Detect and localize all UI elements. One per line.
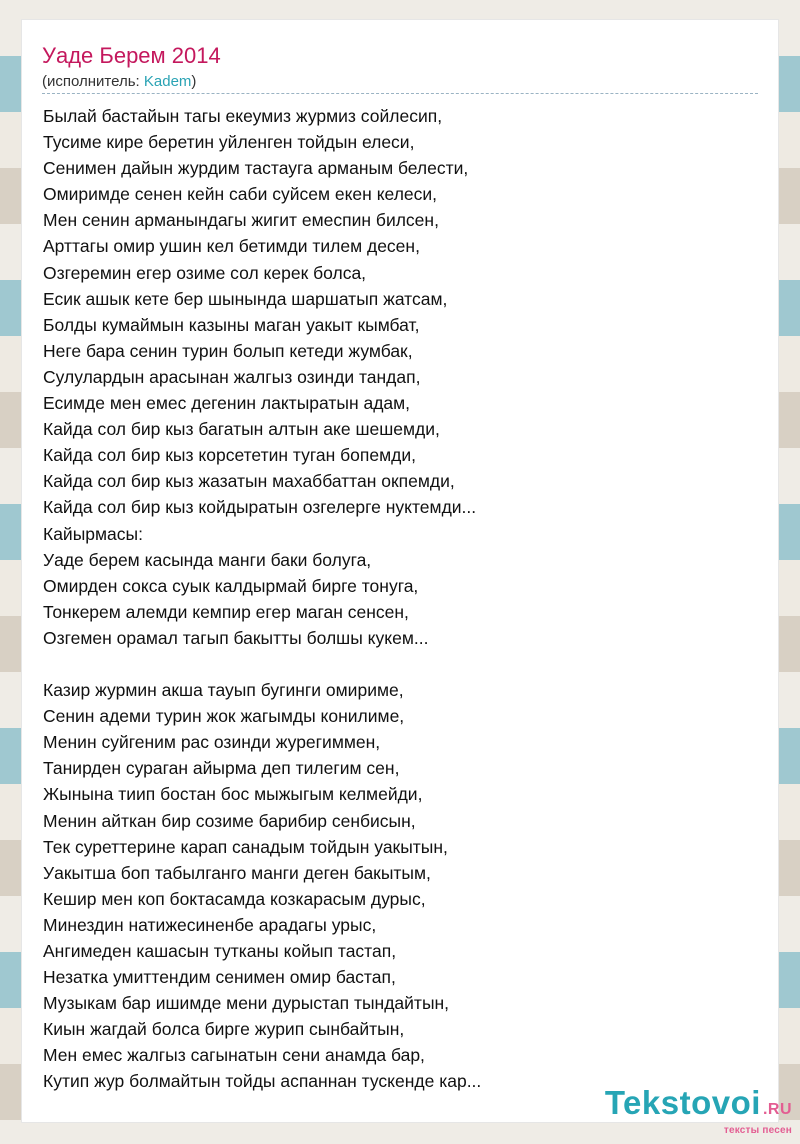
lyric-line: Менин суйгеним рас озинди журегиммен, (43, 732, 381, 753)
lyric-line: Казир журмин акша тауып бугинги омириме, (43, 680, 404, 701)
lyric-line: Тонкерем алемди кемпир егер маган сенсен, (43, 601, 409, 622)
lyrics-text (43, 103, 759, 1095)
lyric-line: Менин айткан бир созиме барибир сенбисын, (43, 810, 416, 831)
lyric-line: Омирден сокса суык калдырмай бирге тонуга, (43, 575, 419, 596)
lyric-line: Кайырмасы: (43, 523, 143, 544)
lyric-line: Кешир мен коп боктасамда козкарасым дурыс, (43, 888, 426, 909)
lyric-line: Озгеремин егер озиме сол керек болса, (43, 262, 367, 283)
lyric-line: Уакытша боп табылганго манги деген бакытым, (43, 862, 431, 883)
lyric-line: Уаде берем касында манги баки болуга, (43, 549, 372, 570)
lyric-line: Кайда сол бир кыз жазатын махаббаттан окпемди, (43, 471, 455, 492)
title-divider (42, 93, 758, 94)
lyric-line: Болды кумаймын казыны маган уакыт кымбат, (43, 314, 420, 335)
lyric-line: Кайда сол бир кыз багатын алтын аке шешемди, (43, 419, 440, 440)
artist-line (42, 72, 196, 92)
lyric-line: Тусиме кире беретин уйленген тойдын елеси, (43, 132, 415, 153)
lyrics-page (22, 20, 778, 1122)
lyric-line: Есимде мен емес дегенин лактыратын адам, (43, 393, 411, 414)
song-title: Уаде Берем 2014 (42, 43, 221, 68)
lyric-line: Кайда сол бир кыз корсететин туган бопемди, (43, 445, 416, 466)
lyric-line (43, 651, 759, 677)
lyric-line: Кутип жур болмайтын тойды аспаннан тускенде кар... (43, 1071, 482, 1092)
lyric-line: Былай бастайын тагы екеумиз журмиз сойлесип, (43, 106, 443, 126)
lyric-line: Ангимеден кашасын тутканы койып тастап, (43, 941, 397, 961)
lyric-line: Мен емес жалгыз сагынатын сени анамда бар, (43, 1045, 425, 1066)
site-watermark[interactable] (605, 1086, 792, 1136)
lyric-line: Сенимен дайын журдим тастауга арманым белести, (43, 158, 469, 179)
watermark-tagline: тексты песен (723, 1125, 792, 1136)
lyric-line: Музыкам бар ишимде мени дурыстап тындайтын, (43, 993, 450, 1014)
lyric-line: Есик ашык кете бер шынында шаршатып жатсам, (43, 288, 448, 309)
lyric-line: Неге бара сенин турин болып кетеди жумбак, (43, 340, 413, 361)
artist-suffix: ) (191, 73, 197, 90)
watermark-tld: .RU (762, 1101, 792, 1118)
lyric-line: Арттагы омир ушин кел бетимди тилем десен, (43, 236, 420, 257)
lyric-line: Сулулардын арасынан жалгыз озинди тандап, (43, 366, 421, 387)
watermark-brand: Tekstovoi (604, 1084, 761, 1121)
lyric-line: Омиримде сенен кейн саби суйсем екен келеси, (43, 184, 438, 205)
lyric-line: Незатка умиттендим сенимен омир бастап, (43, 967, 396, 988)
artist-prefix: (исполнитель: (42, 73, 144, 90)
artist-link[interactable]: Kadem (143, 73, 192, 90)
lyric-line: Минездин натижесиненбе арадагы урыс, (43, 914, 377, 935)
lyric-line: Сенин адеми турин жок жагымды конилиме, (43, 706, 405, 727)
watermark-logo (605, 1086, 792, 1127)
lyric-line: Танирден сураган айырма деп тилегим сен, (43, 758, 400, 779)
lyric-line: Киын жагдай болса бирге журип сынбайтын, (43, 1019, 405, 1040)
lyric-line: Жынына тиип бостан бос мыжыгым келмейди, (43, 784, 423, 805)
lyric-line: Кайда сол бир кыз койдыратын озгелерге нуктемди... (43, 497, 477, 518)
lyric-line: Озгемен орамал тагып бакытты болшы кукем... (43, 627, 429, 648)
lyric-line: Мен сенин арманындагы жигит емеспин билсен, (43, 210, 439, 231)
lyric-line: Тек суреттерине карап санадым тойдын уакытын, (43, 836, 448, 857)
